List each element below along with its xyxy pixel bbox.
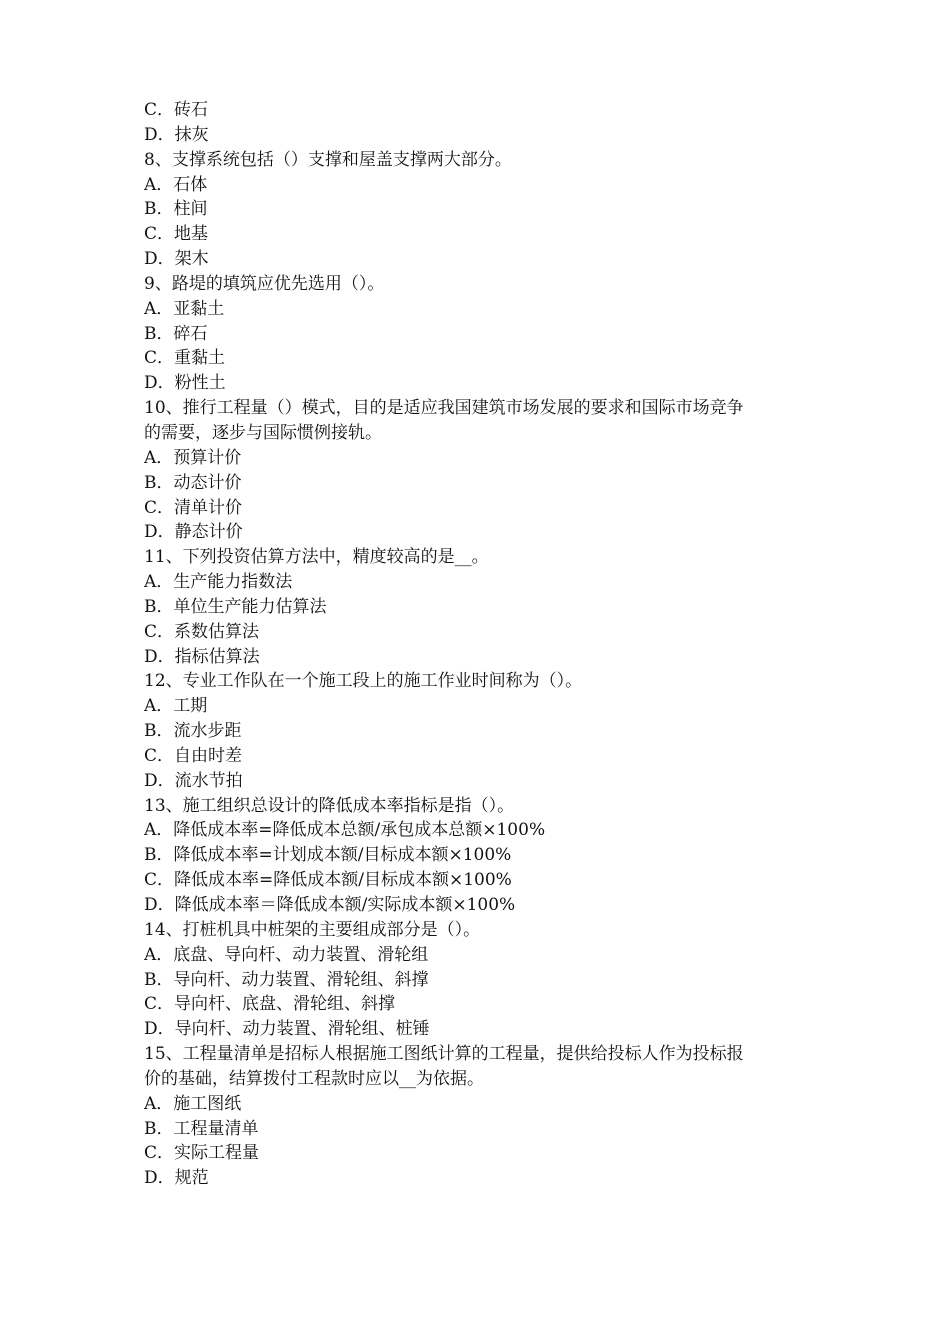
option-line: B．流水步距 [144,721,242,742]
question-line: 9、路堤的填筑应优先选用（）。 [144,273,385,294]
question-line: 8、支撑系统包括（）支撑和屋盖支撑两大部分。 [144,149,512,170]
option-line: C．地基 [144,224,209,245]
question-line: 14、打桩机具中桩架的主要组成部分是（）。 [144,919,481,940]
option-line: A．生产能力指数法 [144,572,293,593]
option-line: C．降低成本率=降低成本额/目标成本额×100% [144,870,512,891]
option-line: B．碎石 [144,323,208,344]
question-line: 13、施工组织总设计的降低成本率指标是指（）。 [144,795,515,816]
question-line: 11、下列投资估算方法中，精度较高的是__。 [144,547,489,568]
option-line: C．实际工程量 [144,1143,260,1164]
option-line: D．指标估算法 [144,646,260,667]
option-line: C．清单计价 [144,497,243,518]
option-line: A．预算计价 [144,447,242,468]
question-line: 15、工程量清单是招标人根据施工图纸计算的工程量，提供给投标人作为投标报 [144,1044,744,1065]
document-page [144,98,824,1191]
question-line: 价的基础，结算拨付工程款时应以__为依据。 [144,1068,484,1089]
question-line: 10、推行工程量（）模式，目的是适应我国建筑市场发展的要求和国际市场竞争 [144,398,744,419]
option-line: A．底盘、导向杆、动力装置、滑轮组 [144,944,429,965]
option-line: A．石体 [144,174,208,195]
option-line: D．降低成本率＝降低成本额/实际成本额×100% [144,895,516,915]
option-line: A．工期 [144,696,208,717]
question-line: 的需要，逐步与国际惯例接轨。 [144,422,382,443]
option-line: A．降低成本率=降低成本总额/承包成本总额×100% [144,820,546,841]
question-line: 12、专业工作队在一个施工段上的施工作业时间称为（）。 [144,671,583,692]
option-line: D．静态计价 [144,522,243,543]
option-line: D．架木 [144,249,209,270]
option-line: B．柱间 [144,199,208,220]
option-line: B．工程量清单 [144,1118,259,1139]
option-line: D．粉性土 [144,373,226,394]
option-line: A．亚黏土 [144,298,225,319]
option-line: D．流水节拍 [144,770,243,791]
option-line: B．单位生产能力估算法 [144,596,327,617]
option-line: D．抹灰 [144,124,209,145]
option-line: B．降低成本率=计划成本额/目标成本额×100% [144,845,512,866]
option-line: B．导向杆、动力装置、滑轮组、斜撑 [144,969,429,990]
option-line: D．规范 [144,1168,209,1189]
option-line: C．砖石 [144,100,209,120]
option-line: C．导向杆、底盘、滑轮组、斜撑 [144,994,396,1015]
option-line: D．导向杆、动力装置、滑轮组、桩锤 [144,1019,430,1040]
option-line: C．系数估算法 [144,621,260,642]
option-line: A．施工图纸 [144,1093,242,1114]
option-line: C．自由时差 [144,745,243,766]
option-line: B．动态计价 [144,472,242,493]
option-line: C．重黏土 [144,348,226,369]
